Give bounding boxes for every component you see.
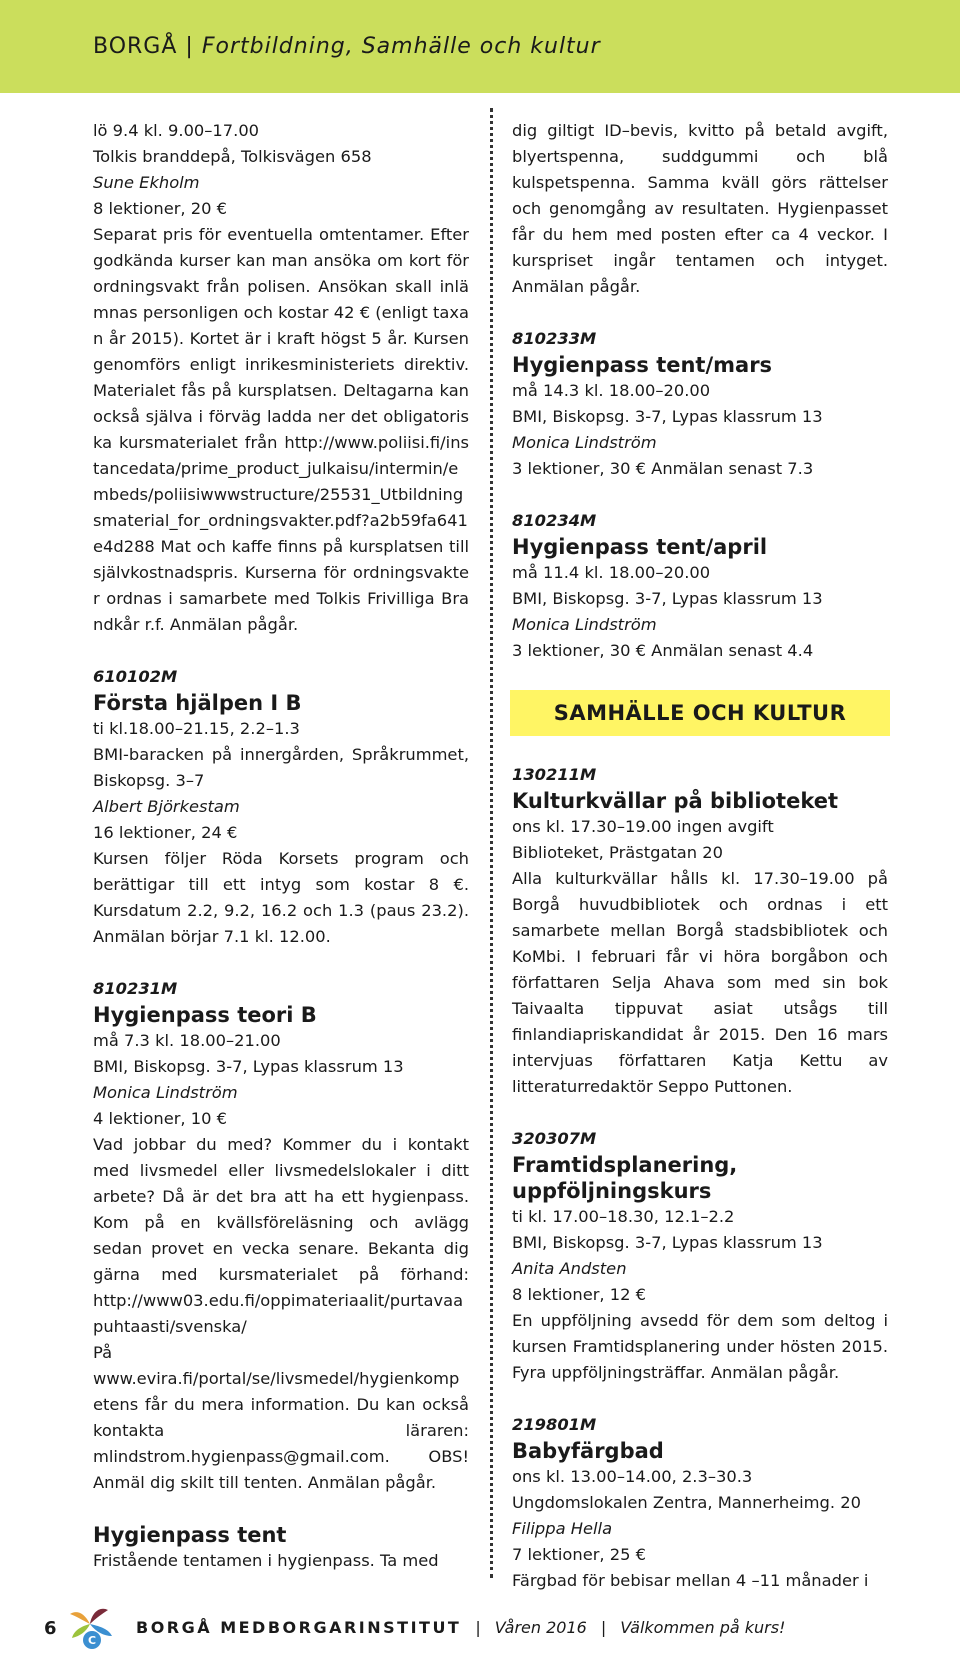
institute-logo-icon <box>62 1602 118 1650</box>
course-where: Tolkis branddepå, Tolkisvägen 658 <box>93 147 372 166</box>
course-code: 810231M <box>93 979 178 998</box>
footer-org: BORGÅ MEDBORGARINSTITUT <box>136 1618 462 1637</box>
course-610102 <box>93 664 469 950</box>
svg-text:C: C <box>87 1634 97 1647</box>
course-title: Hygienpass tent/april <box>512 535 768 559</box>
course-320307 <box>512 1126 888 1386</box>
course-description: Separat pris för eventuella omtentamer. Efter godkända kurser kan man ansöka om kort för ordningsvakt från polisen. Ansökan skall inlämnas personligen och kostar 42 € (enligt taxan år 2015). Kortet är i kraft högst 5 år. Kursen genomförs enligt inrikesministeriets direktiv. Materialet fås på kursplatsen. Deltagarna kan också själva i förväg ladda ner det obligatoriska kursmaterialet från http://www.poliisi.fi/instancedata/prime_product_julkaisu/intermin/embeds/poliisiwwwstructure/25531_Utbildningsmaterial_for_ordningsvakter.pdf?a2b59fa641e4d288 Mat och kaffe finns på kursplatsen till självkostnadspris. Kurserna för ordningsvakter ordnas i samarbete med Tolkis Frivilliga Brandkår r.f. Anmälan pågår. <box>93 225 469 634</box>
hygienpass-tent <box>93 1522 469 1574</box>
course-title-line1: Framtidsplanering, <box>512 1153 738 1177</box>
course-description: Kursen följer Röda Korsets program och berättigar till ett intyg som kostar 8 €. Kursdatum 2.2, 9.2, 16.2 och 1.3 (paus 23.2). Anmälan börjar 7.1 kl. 12.00. <box>93 849 469 946</box>
course-title: Hygienpass tent <box>93 1523 287 1547</box>
course-130211 <box>512 762 888 1100</box>
course-where: BMI, Biskopsg. 3-7, Lypas klassrum 13 <box>512 407 823 426</box>
page-footer: 6 C BORGÅ MEDBORGARINSTITUT | Våren 2016 | Välkommen på kurs! <box>0 1600 960 1653</box>
footer-term: Våren 2016 <box>494 1618 587 1637</box>
course-code: 219801M <box>512 1415 597 1434</box>
course-title: Hygienpass tent/mars <box>512 353 773 377</box>
course-title-line2: uppföljningskurs <box>512 1179 712 1203</box>
course-description: En uppföljning avsedd för dem som deltog i kursen Framtidsplanering under hösten 2015. Fyra uppföljningsträffar. Anmälan pågår. <box>512 1311 888 1382</box>
course-teacher: Anita Andsten <box>512 1259 627 1278</box>
course-lessons: 7 lektioner, 25 € <box>512 1545 647 1564</box>
course-teacher: Albert Björkestam <box>93 797 240 816</box>
course-lessons: 8 lektioner, 12 € <box>512 1285 647 1304</box>
footer-slogan: Välkommen på kurs! <box>620 1618 786 1637</box>
course-810231 <box>93 976 469 1496</box>
course-lessons: 4 lektioner, 10 € <box>93 1109 228 1128</box>
course-teacher: Filippa Hella <box>512 1519 613 1538</box>
course-code: 610102M <box>93 667 178 686</box>
course-810233 <box>512 326 888 482</box>
course-lessons: 8 lektioner, 20 € <box>93 199 228 218</box>
course-219801 <box>512 1412 888 1594</box>
course-where: BMI, Biskopsg. 3-7, Lypas klassrum 13 <box>512 1233 823 1252</box>
course-lessons: 16 lektioner, 24 € <box>93 823 238 842</box>
course-description: Vad jobbar du med? Kommer du i kontakt med livsmedel eller livsmedelslokaler i ditt arbete? Då är det bra att ha ett hygienpass. Kom på en kvällsföreläsning och avlägg sedan provet en vecka senare. Bekanta dig gärna med kursmaterialet på förhand: http://www03.edu.fi/oppimateriaalit/purtavaapuhtaasti/svenska/ <box>93 1135 469 1336</box>
course-teacher: Monica Lindström <box>512 615 657 634</box>
course-when: må 7.3 kl. 18.00–21.00 <box>93 1031 281 1050</box>
course-code: 320307M <box>512 1129 597 1148</box>
course-teacher: Monica Lindström <box>512 433 657 452</box>
section-banner: SAMHÄLLE OCH KULTUR <box>510 690 890 736</box>
course-description: Alla kulturkvällar hålls kl. 17.30–19.00 på Borgå huvudbibliotek och ordnas i ett samarbete mellan Borgå stadsbibliotek och KoMbi. I februari får vi höra borgåbon och författaren Selja Ahava som med sin bok Taivaalta tippuvat asiat utsågs till finlandiapriskandidat år 2015. Den 16 mars intervjuas författaren Katja Kettu av litteraturredaktör Seppo Puttonen. <box>512 869 888 1096</box>
course-description: Fristående tentamen i hygienpass. Ta med <box>93 1551 439 1570</box>
course-description: dig giltigt ID–bevis, kvitto på betald avgift, blyertspenna, suddgummi och blå kulspetspenna. Samma kväll görs rättelser och genomgång av resultaten. Hygienpasset får du hem med posten efter ca 4 veckor. I kurspriset ingår tentamen och intyget. Anmälan pågår. <box>512 121 888 296</box>
course-when: lö 9.4 kl. 9.00–17.00 <box>93 121 260 140</box>
course-where: Biblioteket, Prästgatan 20 <box>512 843 723 862</box>
course-code: 130211M <box>512 765 597 784</box>
course-where: Ungdomslokalen Zentra, Mannerheimg. 20 <box>512 1493 861 1512</box>
course-description-more: På www.evira.fi/portal/se/livsmedel/hygienkompetens får du mera information. Du kan också kontakta läraren: mlindstrom.hygienpass@gmail.com. OBS! Anmäl dig skilt till tenten. Anmälan pågår. <box>93 1343 469 1492</box>
header-subtitle: Fortbildning, Samhälle och kultur <box>201 34 601 59</box>
course-when: ons kl. 13.00–14.00, 2.3–30.3 <box>512 1467 753 1486</box>
course-teacher: Monica Lindström <box>93 1083 238 1102</box>
course-code: 810233M <box>512 329 597 348</box>
course-title: Första hjälpen I B <box>93 691 302 715</box>
course-where: BMI-baracken på innergården, Språkrummet, Biskopsg. 3–7 <box>93 745 469 790</box>
course-when: må 14.3 kl. 18.00–20.00 <box>512 381 711 400</box>
course-teacher: Sune Ekholm <box>93 173 200 192</box>
course-lessons: 3 lektioner, 30 € Anmälan senast 7.3 <box>512 459 814 478</box>
course-when: må 11.4 kl. 18.00–20.00 <box>512 563 711 582</box>
course-title: Hygienpass teori B <box>93 1003 317 1027</box>
course-where: BMI, Biskopsg. 3-7, Lypas klassrum 13 <box>512 589 823 608</box>
course-description: Färgbad för bebisar mellan 4 –11 månader i <box>512 1571 869 1590</box>
course-where: BMI, Biskopsg. 3-7, Lypas klassrum 13 <box>93 1057 404 1076</box>
left-column <box>93 118 469 1574</box>
page-header: BORGÅ | Fortbildning, Samhälle och kultur <box>0 0 960 93</box>
column-divider <box>490 108 493 1578</box>
page-number: 6 <box>44 1618 57 1639</box>
course-intro-continued <box>93 118 469 638</box>
course-code: 810234M <box>512 511 597 530</box>
right-column <box>512 118 888 1594</box>
course-title: Kulturkvällar på biblioteket <box>512 789 839 813</box>
header-org: BORGÅ <box>93 34 178 59</box>
course-when: ti kl.18.00–21.15, 2.2–1.3 <box>93 719 300 738</box>
course-when: ti kl. 17.00–18.30, 12.1–2.2 <box>512 1207 735 1226</box>
course-lessons: 3 lektioner, 30 € Anmälan senast 4.4 <box>512 641 814 660</box>
course-title: Babyfärgbad <box>512 1439 664 1463</box>
course-when: ons kl. 17.30–19.00 ingen avgift <box>512 817 774 836</box>
hygienpass-tent-continued <box>512 118 888 300</box>
course-810234 <box>512 508 888 664</box>
